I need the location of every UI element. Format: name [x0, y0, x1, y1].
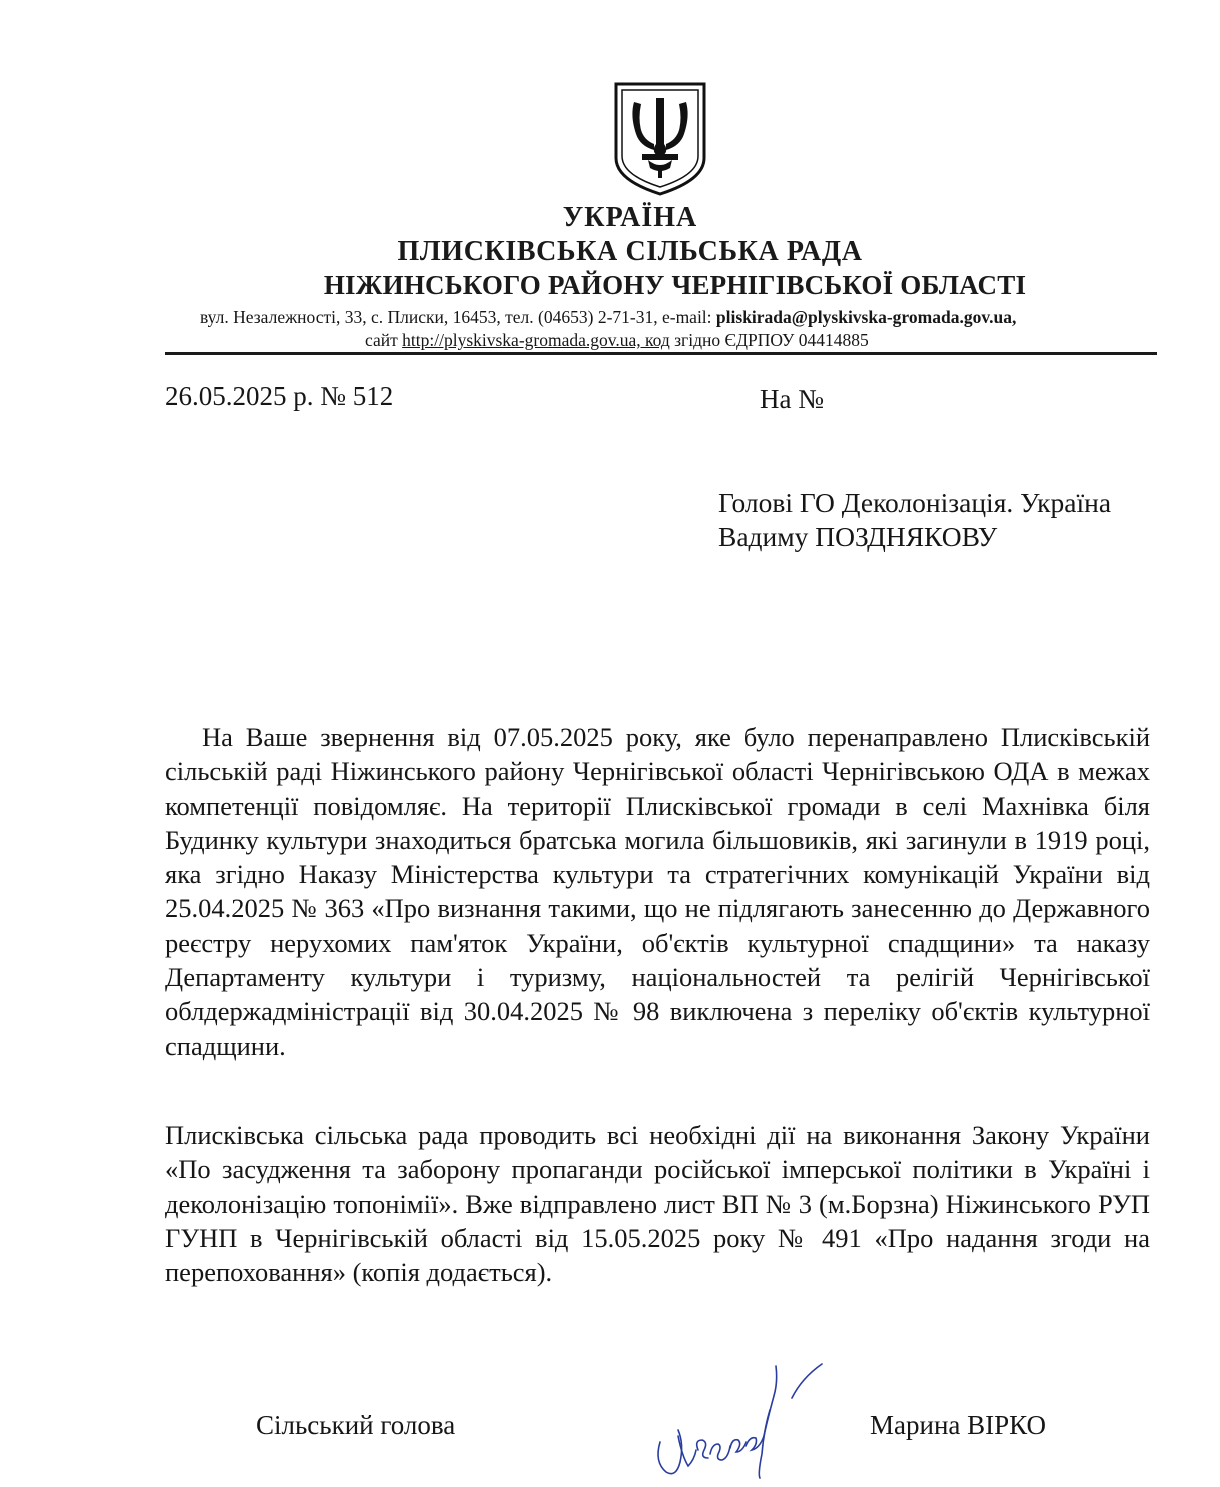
paragraph-1-text: На Ваше звернення від 07.05.2025 року, яке було перенаправлено Плисківській сільській раді Ніжинського району Чернігівської області Чернігівською ОДА в межах компетенції повідомляє. На території Плисківської громади в селі Махнівка біля Будинку культури знаходиться братська могила більшовиків, які загинули в 1919 році, яка згідно Наказу Міністерства культури та стратегічних комунікацій України від 25.04.2025 № 363 «Про визнання такими, що не підлягають занесенню до Державного реєстру нерухомих пам'яток України, об'єктів культурної спадщини» та наказу Департаменту культури і туризму, національностей та релігій Чернігівської облдержадміністрації від 30.04.2025 № 98 виключена з переліку об'єктів культурної спадщини. — [165, 722, 1150, 1061]
reply-to-number: На № — [760, 384, 824, 414]
signatory-name: Марина ВІРКО — [870, 1410, 1046, 1440]
address-text: вул. Незалежності, 33, с. Плиски, 16453, тел. (04653) 2-71-31, e-mail: — [200, 307, 716, 327]
edrpou-code: згідно ЄДРПОУ 04414885 — [669, 330, 869, 350]
letterhead-council: ПЛИСКІВСЬКА СІЛЬСЬКА РАДА — [397, 236, 863, 267]
addressee — [718, 486, 1111, 554]
header-divider — [165, 352, 1157, 355]
site-link[interactable]: http://plyskivska-gromada.gov.ua, код — [402, 330, 670, 350]
letterhead-country: УКРАЇНА — [562, 202, 698, 233]
body-paragraph-2 — [165, 1118, 1150, 1289]
letterhead-district: НІЖИНСЬКОГО РАЙОНУ ЧЕРНІГІВСЬКОЇ ОБЛАСТІ — [323, 270, 1027, 300]
addressee-line-2: Вадиму ПОЗДНЯКОВУ — [718, 521, 998, 552]
body-paragraph-1 — [165, 720, 1150, 1063]
email-link[interactable]: pliskirada@plyskivska-gromada.gov.ua, — [715, 307, 1017, 327]
handwritten-signature — [642, 1350, 832, 1482]
date-number: 26.05.2025 р. № 512 — [165, 381, 394, 411]
letterhead-site — [365, 330, 869, 351]
coat-of-arms-icon — [612, 80, 708, 198]
addressee-line-1: Голові ГО Деколонізація. Україна — [718, 487, 1112, 518]
signatory-position: Сільський голова — [256, 1410, 456, 1440]
paragraph-2-text: Плисківська сільська рада проводить всі необхідні дії на виконання Закону України «По засудження та заборону пропаганди російської імперської політики в Україні і деколонізацію топонімії». Вже відправлено лист ВП № 3 (м.Борзна) Ніжинського РУП ГУНП в Чернігівській області від 15.05.2025 року № 491 «Про надання згоди на перепоховання» (копія додається). — [165, 1120, 1150, 1288]
site-label: сайт — [365, 330, 403, 350]
letterhead-address — [200, 307, 1016, 328]
